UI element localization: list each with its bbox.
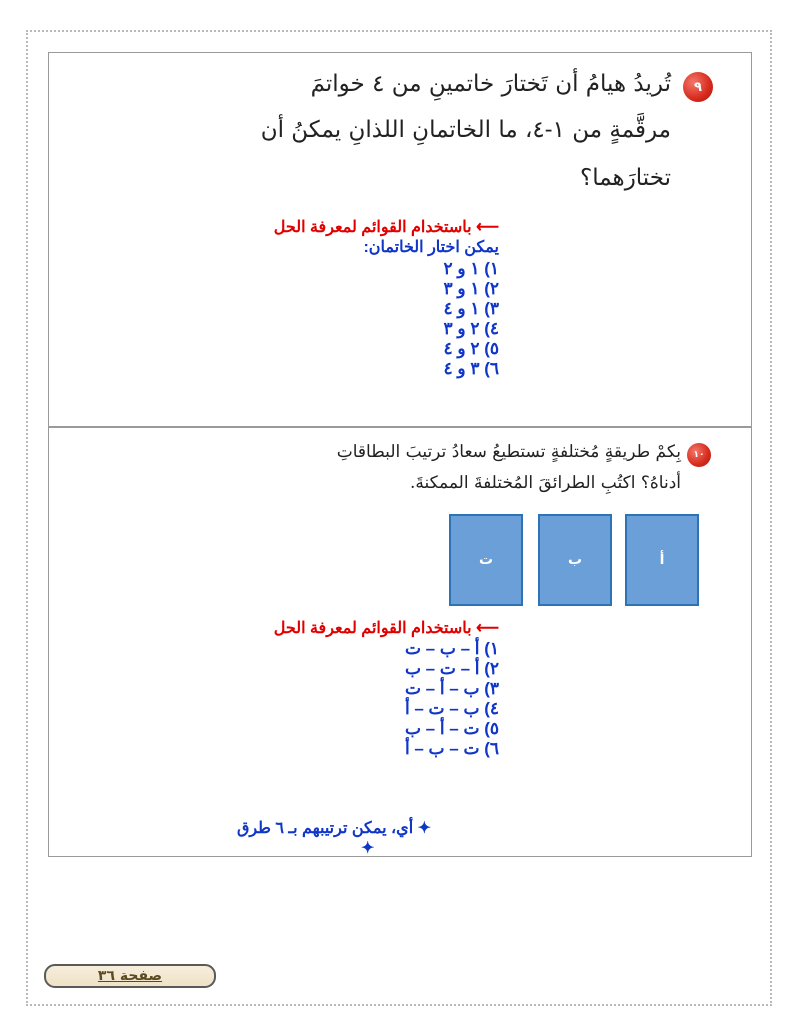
- question-10-number-badge: ١٠: [687, 443, 711, 467]
- list-item: ٦) ٣ و ٤: [443, 359, 499, 378]
- question-10-line-2: أدناهُ؟ اكتُبِ الطرائقَ المُختلفةَ الممكنةَ.: [409, 473, 681, 493]
- question-10-conclusion: ✦ أي، يمكن ترتيبهم بـ ٦ طرق: [236, 820, 431, 837]
- question-9-number-badge: ٩: [683, 72, 713, 102]
- list-item: ٢) ١ و ٣: [443, 279, 499, 298]
- list-item: ١) أ – ب – ت: [404, 639, 499, 658]
- question-9-method: ⟵ باستخدام القوائم لمعرفة الحل: [273, 219, 499, 236]
- question-9-line-1: تُريدُ هيامُ أن تَختارَ خاتمينِ من ٤ خواتمَ: [310, 71, 671, 97]
- list-item: ٥) ت – أ – ب: [404, 719, 499, 738]
- list-item: ٤) ٢ و ٣: [443, 319, 499, 338]
- page-number-label: [44, 964, 216, 988]
- list-item: ٢) أ – ت – ب: [404, 659, 499, 678]
- card-ba: ب: [538, 514, 612, 606]
- question-10-panel: [48, 427, 752, 857]
- question-9-intro: يمكن اختار الخاتمان:: [363, 239, 499, 256]
- list-item: ٥) ٢ و ٤: [443, 339, 499, 358]
- list-item: ٣) ب – أ – ت: [404, 679, 499, 698]
- question-10-answer-list: [329, 639, 499, 759]
- list-item: ٣) ١ و ٤: [443, 299, 499, 318]
- list-item: ٤) ب – ت – أ: [404, 699, 499, 718]
- question-9-answer-list: [349, 259, 499, 379]
- question-9-line-2: مرقَّمةٍ من ١-٤، ما الخاتمانِ اللذانِ يمكنُ أن: [260, 117, 671, 143]
- page-number-text: صفحة ٣٦: [97, 968, 163, 984]
- star-icon: ✦: [361, 840, 375, 857]
- question-9-panel: [48, 52, 752, 427]
- question-10-method: ⟵ باستخدام القوائم لمعرفة الحل: [273, 620, 499, 637]
- question-9-line-3: تختارَهما؟: [580, 165, 671, 191]
- card-ta: ت: [449, 514, 523, 606]
- list-item: ١) ١ و ٢: [443, 259, 499, 278]
- card-alef: أ: [625, 514, 699, 606]
- list-item: ٦) ت – ب – أ: [404, 739, 499, 758]
- question-10-line-1: بِكمْ طريقةٍ مُختلفةٍ تستطيعُ سعادُ ترتيبَ البطاقاتِ: [336, 442, 681, 462]
